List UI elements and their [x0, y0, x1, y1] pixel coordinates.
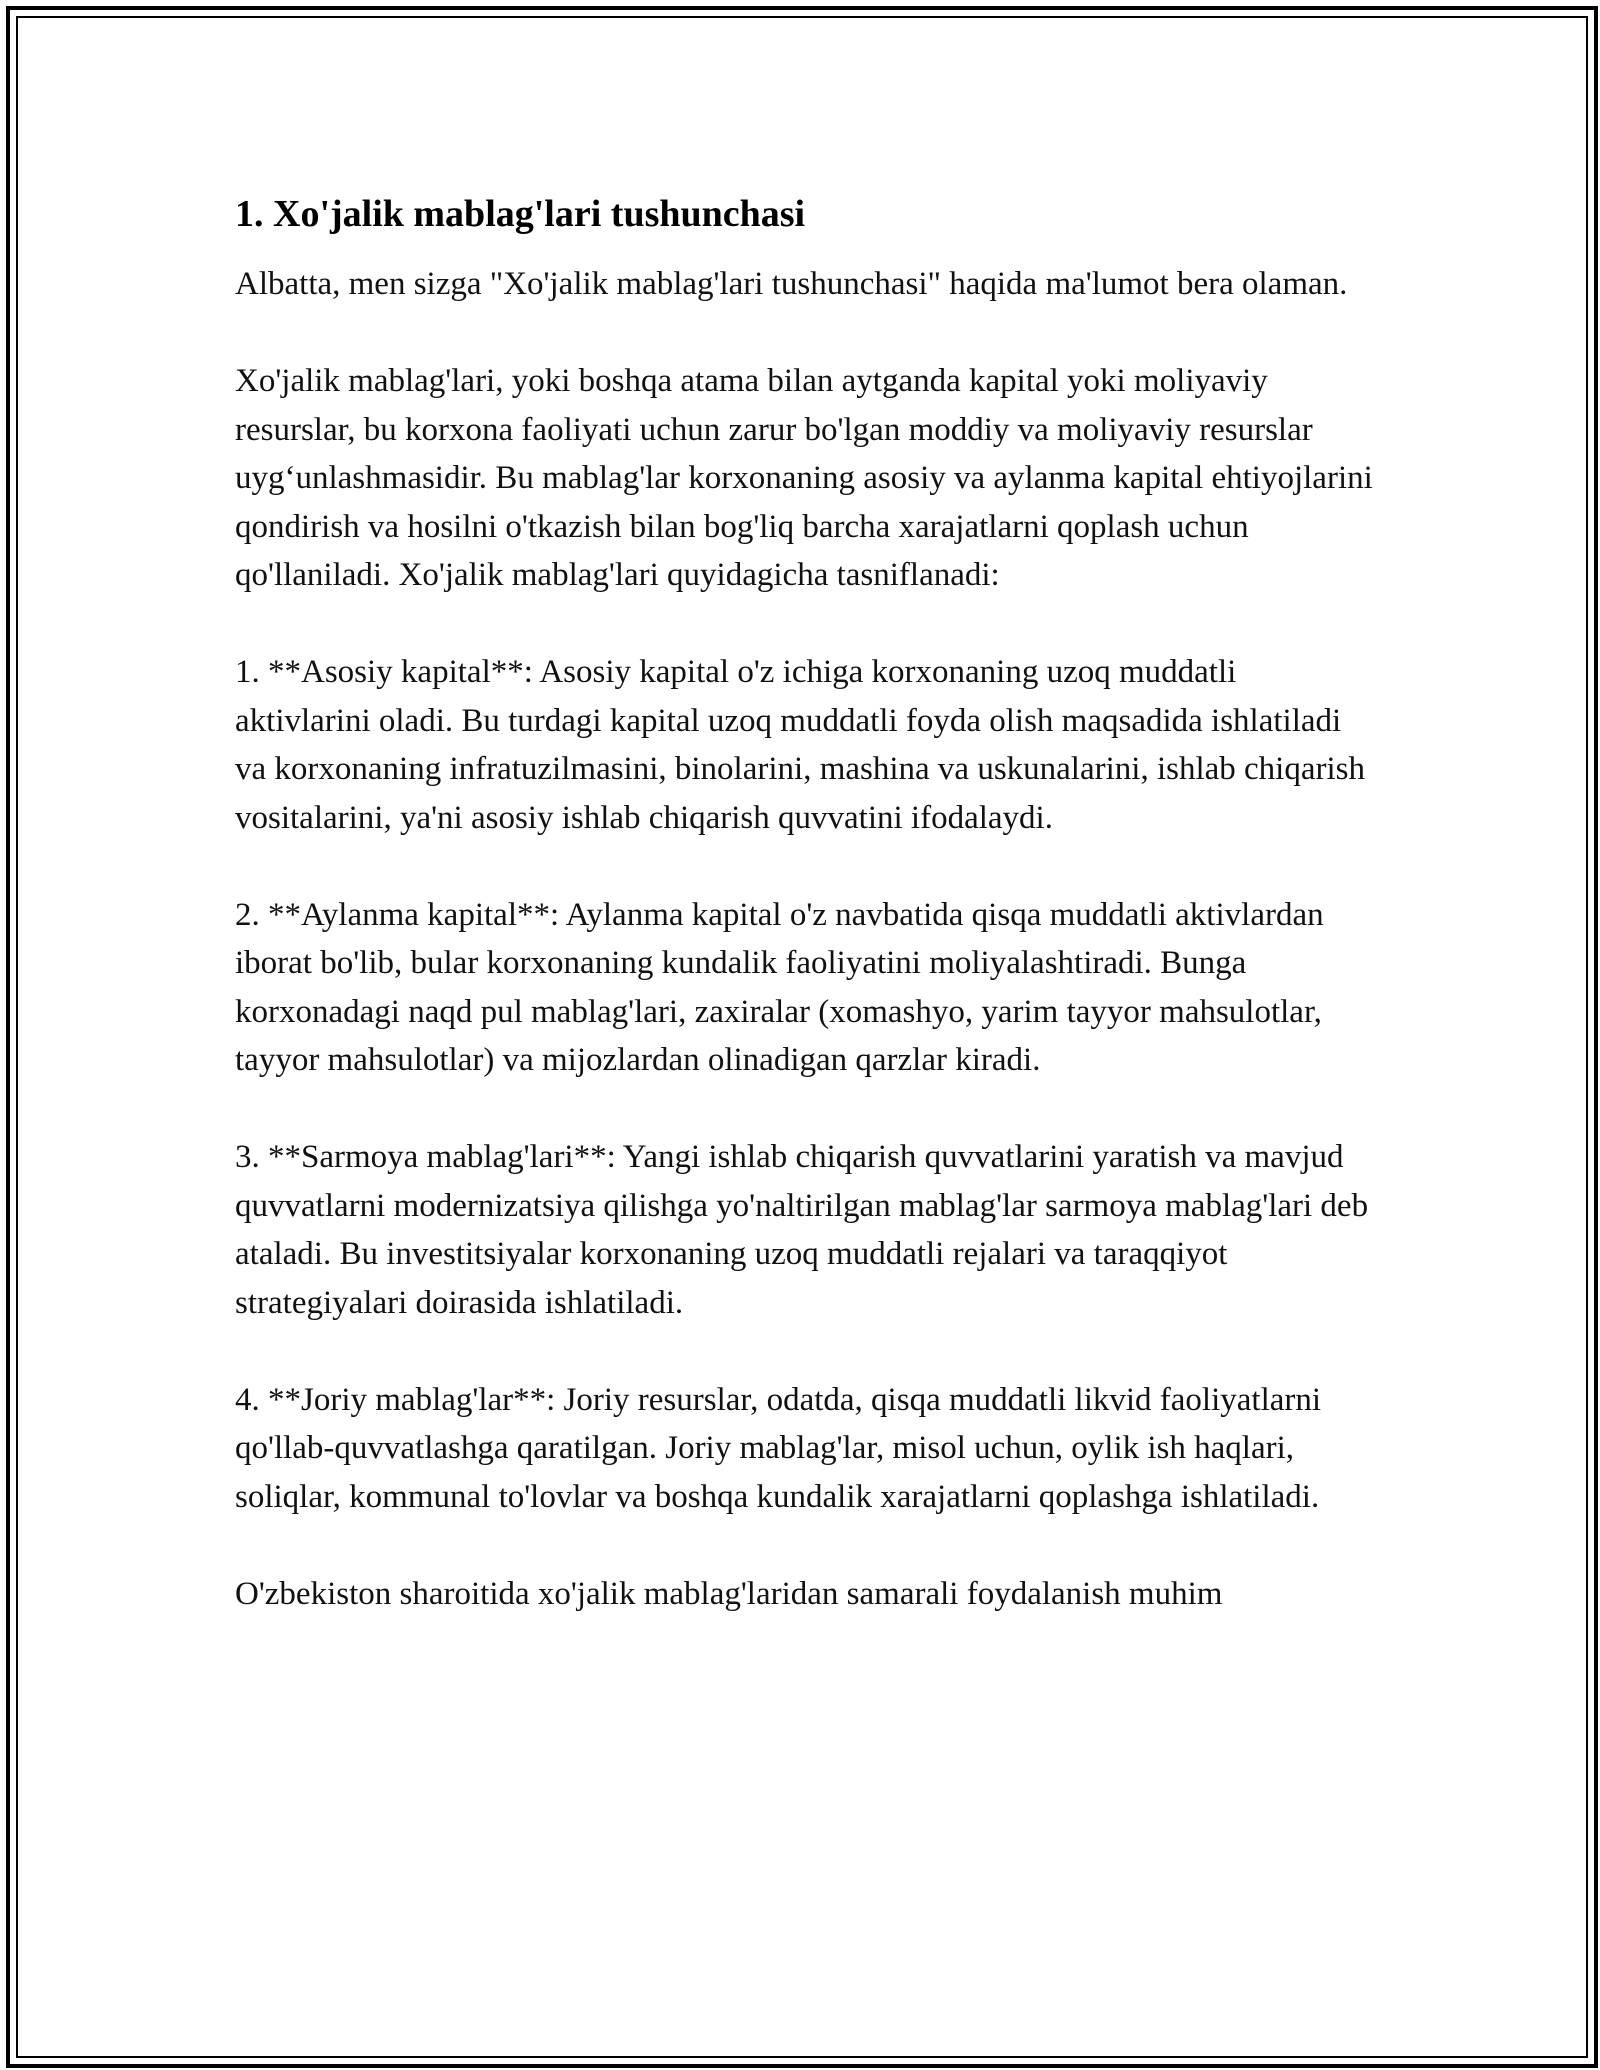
paragraph-conclusion: O'zbekiston sharoitida xo'jalik mablag'laridan samarali foydalanish muhim — [235, 1575, 1223, 1612]
list-item-asosiy-kapital: 1. **Asosiy kapital**: Asosiy kapital o'z ichiga korxonaning uzoq muddatli aktivlarini oladi. Bu turdagi kapital uzoq muddatli foyda olish maqsadida ishlatiladi va korxonaning infratuzilmasini, binolarini, mashina va uskunalarini, ishlab chiqarish vositalarini, ya'ni asosiy ishlab chiqarish quvvatini ifodalaydi. — [235, 654, 1365, 836]
list-item-sarmoya-mablaglari: 3. **Sarmoya mablag'lari**: Yangi ishlab chiqarish quvvatlarini yaratish va mavjud quvvatlarni modernizatsiya qilishga yo'naltirilgan mablag'lar sarmoya mablag'lari deb ataladi. Bu investitsiyalar korxonaning uzoq muddatli rejalari va taraqqiyot strategiyalari doirasida ishlatiladi. — [235, 1139, 1369, 1321]
paragraph-intro: Albatta, men sizga "Xo'jalik mablag'lari tushunchasi" haqida ma'lumot bera olaman. — [235, 266, 1348, 302]
list-item-aylanma-kapital: 2. **Aylanma kapital**: Aylanma kapital o'z navbatida qisqa muddatli aktivlardan iborat bo'lib, bular korxonaning kundalik faoliyatini moliyalashtiradi. Bunga korxonadagi naqd pul mablag'lari, zaxiralar (xomashyo, yarim tayyor mahsulotlar, tayyor mahsulotlar) va mijozlardan olinadigan qarzlar kiradi. — [235, 896, 1324, 1078]
list-item-joriy-mablaglar: 4. **Joriy mablag'lar**: Joriy resurslar, odatda, qisqa muddatli likvid faoliyatlarni qo'llab-quvvatlashga qaratilgan. Joriy mablag'lar, misol uchun, oylik ish haqlari, soliqlar, kommunal to'lovlar va boshqa kundalik xarajatlarni qoplashga ishlatiladi. — [235, 1381, 1322, 1515]
document-body — [235, 190, 1375, 1667]
section-heading: 1. Xo'jalik mablag'lari tushunchasi — [235, 193, 806, 235]
paragraph-definition: Xo'jalik mablag'lari, yoki boshqa atama bilan aytganda kapital yoki moliyaviy resurslar, bu korxona faoliyati uchun zarur bo'lgan moddiy va moliyaviy resurslar uyg‘unlashmasidir. Bu mablag'lar korxonaning asosiy va aylanma kapital ehtiyojlarini qondirish va hosilni o'tkazish bilan bog'liq barcha xarajatlarni qoplash uchun qo'llaniladi. Xo'jalik mablag'lari quyidagicha tasniflanadi: — [235, 363, 1373, 593]
